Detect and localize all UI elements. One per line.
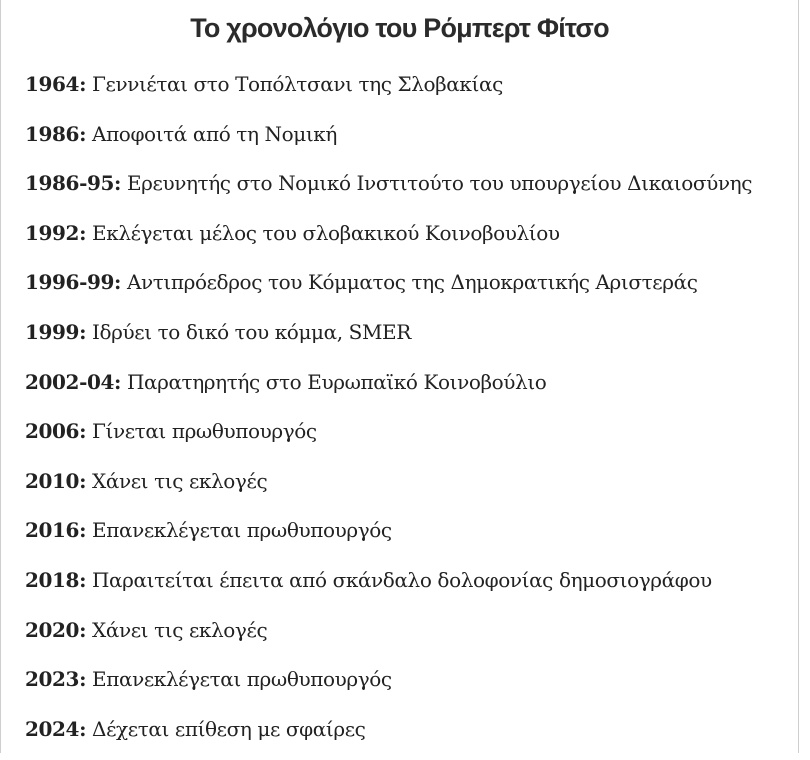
timeline-entry — [25, 661, 752, 711]
entry-year: 2002-04: — [25, 369, 121, 394]
entry-text: Παρατηρητής στο Ευρωπαϊκό Κοινοβούλιο — [120, 369, 547, 394]
timeline-list — [25, 66, 752, 760]
entry-text: Ερευνητής στο Νομικό Ινστιτούτο του υπουργείου Δικαιοσύνης — [120, 171, 753, 196]
entry-year: 1964: — [25, 72, 87, 96]
timeline-entry — [25, 364, 752, 414]
timeline-entry — [25, 116, 752, 166]
entry-text: Επανεκλέγεται πρωθυπουργός — [86, 518, 392, 543]
timeline-entry — [25, 512, 752, 562]
entry-text: Γεννιέται στο Τοπόλτσανι της Σλοβακίας — [86, 72, 503, 96]
page-title: Το χρονολόγιο του Ρόμπερτ Φίτσο — [190, 13, 609, 43]
entry-year: 1996-99: — [25, 270, 121, 295]
timeline-entry — [25, 165, 752, 215]
entry-year: 1999: — [25, 319, 87, 344]
entry-text: Επανεκλέγεται πρωθυπουργός — [86, 667, 392, 692]
entry-text: Γίνεται πρωθυπουργός — [86, 419, 317, 444]
entry-text: Παραιτείται έπειτα από σκάνδαλο δολοφονίας δημοσιογράφου — [86, 567, 712, 592]
entry-year: 2006: — [25, 419, 87, 444]
entry-text: Χάνει τις εκλογές — [86, 617, 268, 642]
timeline-entry — [25, 413, 752, 463]
timeline-entry — [25, 66, 752, 116]
timeline-entry — [25, 264, 752, 314]
entry-year: 2018: — [25, 567, 87, 592]
timeline-entry — [25, 612, 752, 662]
entry-text: Αποφοιτά από τη Νομική — [86, 121, 337, 146]
timeline-entry — [25, 215, 752, 265]
entry-year: 2016: — [25, 518, 87, 543]
entry-text: Δέχεται επίθεση με σφαίρες — [86, 716, 366, 741]
entry-text: Εκλέγεται μέλος του σλοβακικού Κοινοβουλίου — [86, 220, 560, 245]
entry-year: 1986: — [25, 121, 87, 146]
entry-text: Αντιπρόεδρος του Κόμματος της Δημοκρατικής Αριστεράς — [120, 270, 698, 295]
entry-text: Ιδρύει το δικό του κόμμα, SMER — [86, 319, 411, 344]
entry-year: 2010: — [25, 468, 87, 493]
entry-year: 2020: — [25, 617, 87, 642]
entry-year: 1986-95: — [25, 171, 121, 196]
timeline-entry — [25, 562, 752, 612]
entry-year: 2024: — [25, 716, 87, 741]
entry-year: 1992: — [25, 220, 87, 245]
entry-text: Χάνει τις εκλογές — [86, 468, 268, 493]
timeline-entry — [25, 314, 752, 364]
timeline-entry — [25, 463, 752, 513]
entry-year: 2023: — [25, 667, 87, 692]
